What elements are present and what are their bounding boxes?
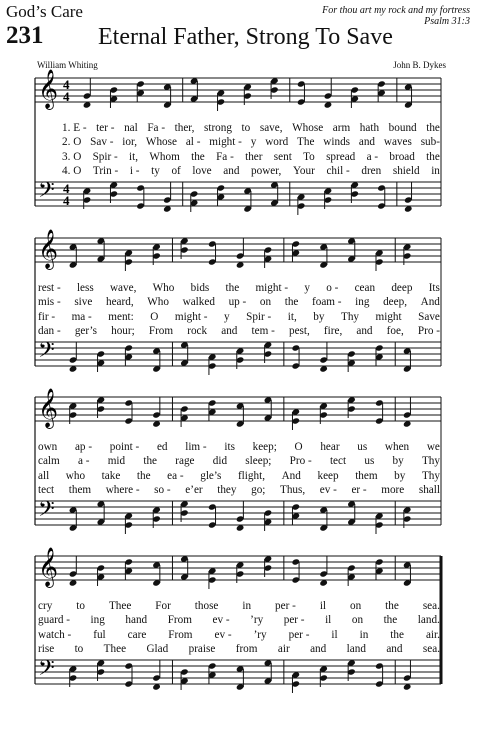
lyric-syllable: Whom	[149, 150, 180, 163]
lyric-syllable: cry	[38, 600, 53, 612]
lyric-line	[62, 121, 440, 135]
lyric-syllable: guard -	[38, 614, 70, 627]
lyric-syllable: to	[74, 642, 84, 655]
section-heading: God’s Care	[6, 2, 83, 21]
lyric-syllable: il	[331, 628, 338, 641]
lyric-syllable: ther,	[174, 122, 195, 134]
lyric-syllable: air	[277, 642, 290, 655]
lyric-syllable: Thee	[103, 642, 127, 655]
epigraph-reference: Psalm 31:3	[424, 16, 470, 27]
lyric-syllable: heard,	[105, 296, 134, 309]
time-signature: 4	[63, 77, 70, 92]
lyric-syllable: sea.	[422, 600, 440, 612]
lyric-syllable: The	[297, 136, 315, 149]
lyric-syllable: love	[192, 164, 212, 177]
lyric-syllable: to	[241, 122, 251, 134]
lyric-syllable: might	[375, 310, 402, 323]
lyric-syllable: O	[150, 310, 159, 323]
lyric-syllable: rage	[175, 455, 195, 468]
lyric-line	[38, 324, 440, 338]
lyric-syllable: o -	[326, 282, 339, 294]
lyric-syllable: keep	[317, 469, 339, 482]
lyric-syllable: Thy	[421, 469, 440, 482]
lyric-syllable: who	[65, 469, 86, 482]
lyric-syllable: less	[76, 282, 94, 294]
lyric-syllable: O	[294, 441, 303, 453]
lyric-syllable: waves	[383, 136, 412, 149]
lyric-syllable: From	[168, 628, 193, 641]
lyric-syllable: power,	[251, 164, 282, 177]
lyric-syllable: strong	[203, 122, 232, 134]
lyric-syllable: Who	[152, 282, 175, 294]
lyric-syllable: own	[38, 441, 58, 453]
lyric-syllable: we	[426, 441, 440, 453]
lyric-syllable: ev -	[319, 483, 337, 496]
lyric-line	[62, 135, 440, 149]
lyric-syllable: Who	[147, 296, 169, 309]
lyric-syllable: on	[259, 296, 272, 309]
lyric-syllable: watch -	[38, 628, 72, 641]
lyric-line	[38, 281, 440, 295]
lyric-line	[38, 613, 440, 627]
hymn-title: Eternal Father, Strong To Save	[98, 24, 393, 50]
lyric-syllable: by	[313, 310, 325, 323]
lyric-syllable: For	[155, 600, 171, 612]
lyric-syllable: mis -	[38, 296, 61, 309]
lyric-syllable: dan -	[38, 324, 61, 337]
lyric-syllable: land.	[417, 614, 440, 627]
lyric-syllable: on	[350, 600, 362, 612]
lyric-syllable: more	[381, 483, 405, 496]
lyric-syllable: winds	[323, 136, 351, 149]
lyric-syllable: tect	[329, 455, 347, 468]
lyric-syllable: nal	[124, 122, 138, 134]
lyric-syllable: hath	[359, 122, 380, 134]
treble-clef: 𝄞	[38, 547, 59, 587]
lyric-syllable: foam -	[312, 296, 342, 309]
lyric-syllable: per -	[275, 600, 296, 612]
lyric-syllable: on	[351, 614, 364, 627]
lyric-syllable: us	[357, 441, 368, 453]
lyric-syllable: And	[281, 469, 301, 482]
lyric-syllable: ev -	[212, 614, 230, 627]
lyric-syllable: hand	[125, 614, 148, 627]
lyric-line	[62, 150, 440, 164]
lyric-syllable: chil -	[326, 164, 350, 177]
lyric-syllable: might -	[174, 310, 208, 323]
lyric-syllable: ma -	[71, 310, 92, 323]
lyric-syllable: Trin -	[92, 164, 119, 177]
bass-clef: 𝄢	[38, 178, 55, 208]
lyric-syllable: praise	[188, 642, 216, 655]
lyric-line	[38, 469, 440, 483]
lyric-line	[38, 483, 440, 497]
lyric-syllable: care	[127, 628, 147, 641]
lyric-syllable: per -	[283, 614, 305, 627]
lyric-syllable: air.	[425, 628, 440, 641]
lyric-syllable: er -	[351, 483, 367, 496]
lyric-syllable: up -	[228, 296, 247, 309]
lyric-syllable: ther	[245, 150, 263, 163]
lyric-syllable: take	[101, 469, 121, 482]
lyric-syllable: Spir -	[246, 310, 272, 323]
lyric-syllable: tect	[38, 483, 55, 496]
lyric-syllable: point -	[109, 441, 140, 453]
lyric-syllable: hear	[320, 441, 340, 453]
lyric-syllable: sive	[74, 296, 93, 309]
lyric-syllable: ing	[90, 614, 105, 627]
lyric-syllable: sub-	[420, 136, 440, 149]
lyric-syllable: Spir -	[92, 150, 118, 163]
lyric-syllable: and	[223, 164, 240, 177]
lyric-syllable: ap -	[74, 441, 93, 453]
lyric-syllable: rest -	[38, 282, 61, 294]
lyric-line	[38, 295, 440, 309]
lyric-syllable: calm	[38, 455, 60, 468]
treble-clef: 𝄞	[38, 69, 59, 109]
lyric-syllable: il	[319, 600, 327, 612]
lyric-syllable: a -	[77, 455, 90, 468]
lyric-syllable: Pro -	[289, 455, 312, 468]
lyric-syllable: ’ry	[253, 628, 267, 641]
lyric-syllable: tem -	[251, 324, 275, 337]
bass-clef: 𝄢	[38, 338, 55, 368]
lyric-syllable: the	[284, 296, 299, 309]
lyric-syllable: cean	[354, 282, 376, 294]
lyric-syllable: 1. E -	[62, 122, 87, 134]
lyric-syllable: arm	[332, 122, 351, 134]
lyric-syllable: deep,	[383, 296, 407, 309]
lyric-line	[62, 164, 440, 178]
lyric-syllable: fire,	[323, 324, 343, 337]
lyric-syllable: dren	[361, 164, 382, 177]
time-signature: 4	[63, 89, 70, 104]
lyric-syllable: by	[394, 469, 406, 482]
epigraph-quote: For thou art my rock and my fortress	[322, 5, 470, 16]
lyric-line	[38, 628, 440, 642]
lyric-syllable: Fa -	[147, 122, 166, 134]
lyric-syllable: il	[325, 614, 332, 627]
lyric-syllable: the	[385, 600, 399, 612]
lyric-syllable: 3. O	[62, 150, 82, 163]
lyric-syllable: it,	[129, 150, 139, 163]
lyric-syllable: From	[167, 614, 192, 627]
time-signature: 4	[63, 181, 70, 196]
lyric-syllable: ’ry	[250, 614, 264, 627]
lyric-syllable: Fa -	[216, 150, 234, 163]
lyric-line	[38, 599, 440, 613]
lyric-syllable: Glad	[146, 642, 169, 655]
lyric-syllable: bids	[190, 282, 210, 294]
lyric-line	[38, 454, 440, 468]
lyric-syllable: and	[356, 324, 373, 337]
lyric-syllable: a -	[366, 150, 379, 163]
lyric-syllable: bound	[388, 122, 417, 134]
lyric-syllable: in	[242, 600, 252, 612]
lyric-syllable: Thy	[421, 455, 440, 468]
lyric-syllable: of	[171, 164, 181, 177]
lyric-syllable: y	[250, 136, 257, 149]
lyric-syllable: keep;	[252, 441, 277, 453]
lyric-syllable: spread	[326, 150, 356, 163]
lyric-syllable: rock	[187, 324, 208, 337]
lyric-syllable: the	[426, 122, 440, 134]
lyric-syllable: word	[265, 136, 289, 149]
lyric-syllable: gle’s	[200, 469, 222, 482]
bass-clef: 𝄢	[38, 656, 55, 686]
lyric-syllable: ior,	[122, 136, 138, 149]
lyric-syllable: per -	[288, 628, 310, 641]
lyric-syllable: deep	[391, 282, 413, 294]
lyric-syllable: Pro -	[417, 324, 440, 337]
bass-clef: 𝄢	[38, 497, 55, 527]
lyric-syllable: fir -	[38, 310, 56, 323]
lyric-syllable: ing	[355, 296, 370, 309]
lyric-syllable: Sav -	[90, 136, 114, 149]
lyric-syllable: did	[212, 455, 228, 468]
lyric-syllable: Thus,	[279, 483, 306, 496]
lyric-syllable: hour;	[111, 324, 135, 337]
lyric-syllable: ev -	[214, 628, 232, 641]
lyric-syllable: the	[225, 282, 240, 294]
words-credit: William Whiting	[37, 60, 98, 70]
treble-clef: 𝄞	[38, 229, 59, 269]
treble-clef: 𝄞	[38, 388, 59, 428]
lyric-syllable: e’er	[185, 483, 203, 496]
time-signature: 4	[63, 193, 70, 208]
lyric-syllable: To	[303, 150, 315, 163]
lyric-syllable: to	[76, 600, 85, 612]
lyric-syllable: the	[426, 150, 440, 163]
lyric-syllable: them	[68, 483, 92, 496]
lyric-syllable: rise	[38, 642, 55, 655]
lyric-syllable: go;	[251, 483, 266, 496]
lyric-syllable: its	[224, 441, 235, 453]
lyric-syllable: them	[355, 469, 378, 482]
lyric-syllable: and	[221, 324, 238, 337]
lyric-syllable: all	[38, 469, 50, 482]
lyric-syllable: walked	[182, 296, 215, 309]
lyric-syllable: ty	[151, 164, 160, 177]
lyric-syllable: y	[224, 310, 230, 323]
lyric-syllable: Whose	[292, 122, 324, 134]
lyric-syllable: land	[346, 642, 366, 655]
lyric-syllable: And	[420, 296, 440, 309]
lyric-syllable: Its	[428, 282, 440, 294]
lyric-syllable: save,	[259, 122, 283, 134]
lyric-syllable: in	[359, 628, 369, 641]
lyric-syllable: and	[310, 642, 327, 655]
lyric-syllable: Whose	[145, 136, 177, 149]
lyric-syllable: and	[358, 136, 376, 149]
lyric-syllable: 2. O	[62, 136, 82, 149]
lyric-syllable: from	[235, 642, 258, 655]
lyric-syllable: in	[431, 164, 440, 177]
lyric-syllable: the	[143, 455, 158, 468]
lyric-syllable: Thy	[340, 310, 360, 323]
lyric-syllable: ger’s	[74, 324, 97, 337]
lyric-syllable: Your	[292, 164, 315, 177]
lyric-line	[38, 310, 440, 324]
lyric-syllable: the	[191, 150, 205, 163]
lyric-syllable: sleep;	[245, 455, 272, 468]
lyric-syllable: us	[364, 455, 375, 468]
lyric-syllable: wave,	[109, 282, 137, 294]
lyric-syllable: shall	[418, 483, 440, 496]
lyric-syllable: might -	[209, 136, 242, 149]
lyric-syllable: where -	[105, 483, 140, 496]
lyric-syllable: flight,	[237, 469, 265, 482]
lyric-syllable: ea -	[167, 469, 184, 482]
lyric-syllable: sea.	[422, 642, 440, 655]
lyric-syllable: the	[136, 469, 151, 482]
lyric-line	[38, 642, 440, 656]
lyric-syllable: those	[194, 600, 219, 612]
lyric-syllable: i -	[129, 164, 140, 177]
lyric-syllable: ter -	[96, 122, 115, 134]
lyric-line	[38, 440, 440, 454]
lyric-syllable: ful	[93, 628, 106, 641]
lyric-syllable: pest,	[288, 324, 310, 337]
music-credit: John B. Dykes	[393, 60, 446, 70]
lyric-syllable: it,	[287, 310, 297, 323]
lyric-syllable: Thee	[108, 600, 132, 612]
lyric-syllable: so -	[154, 483, 171, 496]
lyric-syllable: the	[390, 628, 404, 641]
lyric-syllable: foe,	[386, 324, 404, 337]
lyric-syllable: 4. O	[62, 164, 82, 177]
lyric-syllable: mid	[107, 455, 126, 468]
lyric-syllable: broad	[389, 150, 415, 163]
hymn-number: 231	[6, 22, 44, 49]
lyric-syllable: Save	[418, 310, 440, 323]
lyric-syllable: y	[304, 282, 310, 294]
lyric-syllable: shield	[392, 164, 420, 177]
lyric-syllable: sent	[273, 150, 292, 163]
lyric-syllable: by	[392, 455, 404, 468]
lyric-syllable: might -	[255, 282, 289, 294]
lyric-syllable: lim -	[185, 441, 207, 453]
lyric-syllable: ed	[156, 441, 168, 453]
lyric-syllable: and	[386, 642, 403, 655]
lyric-syllable: al -	[185, 136, 201, 149]
lyric-syllable: ment:	[108, 310, 134, 323]
lyric-syllable: From	[148, 324, 174, 337]
lyric-syllable: the	[383, 614, 398, 627]
lyric-syllable: they	[217, 483, 237, 496]
lyric-syllable: when	[384, 441, 410, 453]
